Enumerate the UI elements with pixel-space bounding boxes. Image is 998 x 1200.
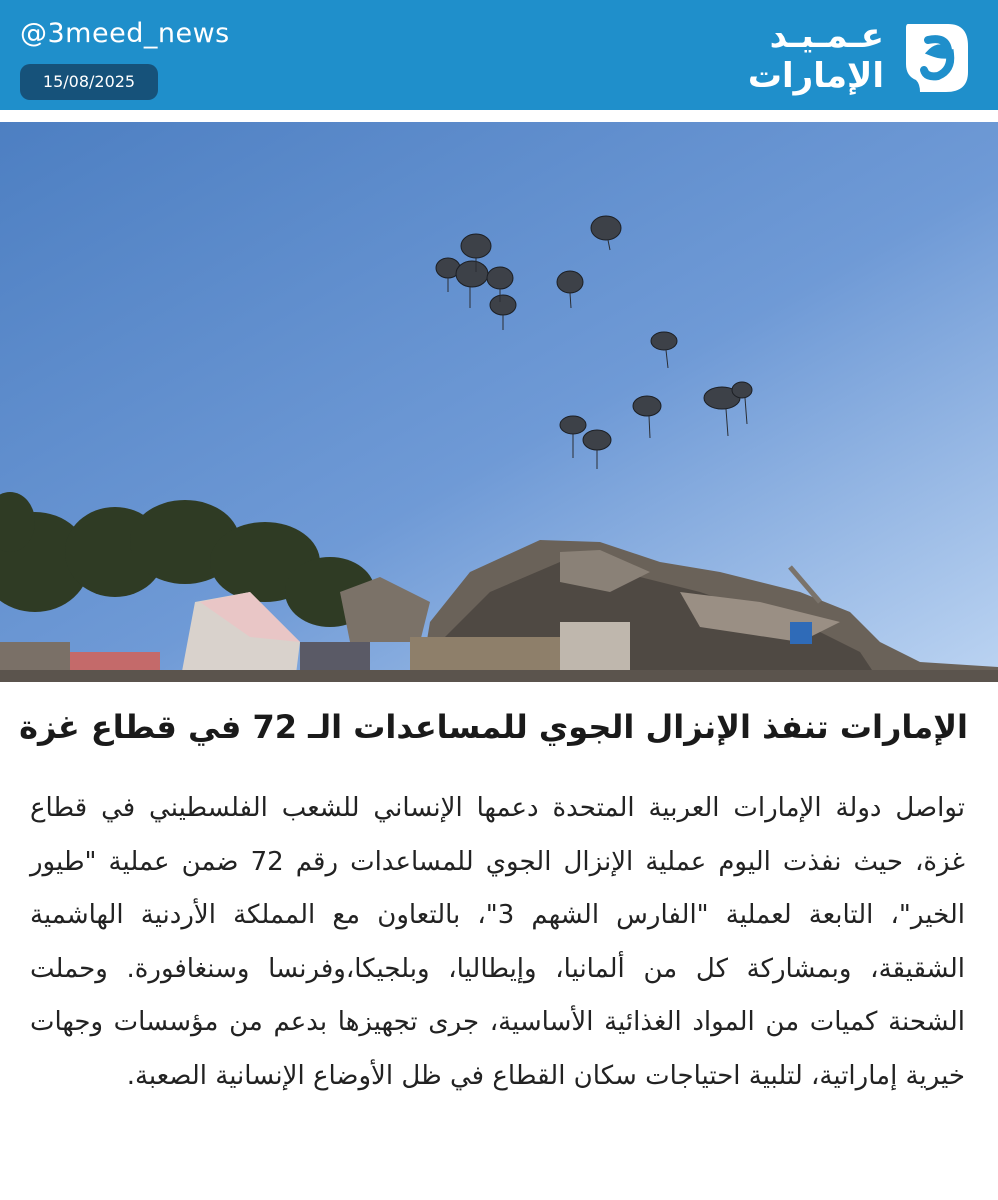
brand-name-line2: الإمارات xyxy=(747,56,884,96)
account-handle[interactable]: @3meed_news xyxy=(20,18,230,49)
brand-name-line1: عـمـيـد xyxy=(769,16,884,56)
news-photo xyxy=(0,122,998,682)
article-headline: الإمارات تنفذ الإنزال الجوي للمساعدات الـ 72 في قطاع غزة xyxy=(19,708,968,746)
header-divider xyxy=(0,110,998,122)
brand-name xyxy=(747,16,884,96)
header-bar xyxy=(0,0,998,110)
article-body: تواصل دولة الإمارات العربية المتحدة دعمها الإنساني للشعب الفلسطيني في قطاع غزة، حيث نفذت اليوم عملية الإنزال الجوي للمساعدات رقم 72 ضمن عملية "طيور الخير"، التابعة لعملية "الفارس الشهم 3"، بالتعاون مع المملكة الأردنية الهاشمية الشقيقة، وبمشاركة كل من ألمانيا، وإيطاليا، وبلجيكا،وفرنسا وسنغافورة. وحملت الشحنة كميات من المواد الغذائية الأساسية، جرى تجهيزها بدعم من مؤسسات وجهات خيرية إماراتية، لتلبية احتياجات سكان القطاع في ظل الأوضاع الإنسانية الصعبة. xyxy=(30,793,966,1091)
date-badge: 15/08/2025 xyxy=(20,64,158,100)
3meed-logo-icon xyxy=(898,16,972,96)
brand-logo xyxy=(748,12,972,100)
